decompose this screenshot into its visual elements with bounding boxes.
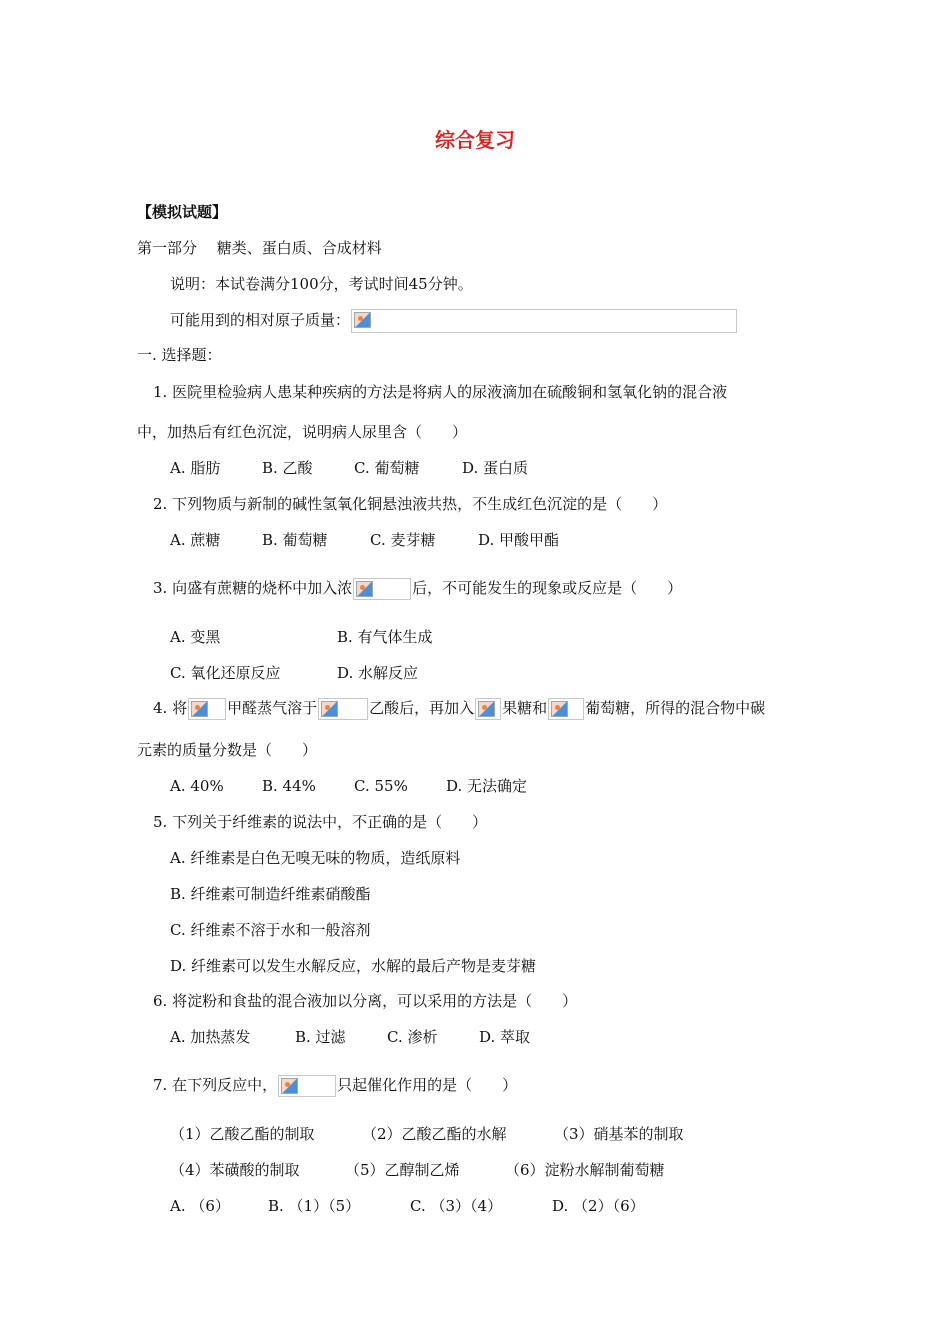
question-5-option-a: A. 纤维素是白色无嗅无味的物质，造纸原料 — [170, 849, 461, 867]
option-c: C. 55% — [354, 777, 408, 795]
question-4-line-1 — [153, 698, 765, 720]
question-7-items-row-1 — [170, 1124, 684, 1144]
question-3-options-row-1 — [170, 627, 433, 647]
option-a: A. 加热蒸发 — [170, 1028, 251, 1046]
option-b: B. 44% — [262, 777, 316, 795]
question-3-text-end: 后，不可能发生的现象或反应是（ ） — [412, 579, 683, 597]
question-6-line-1: 6. 将淀粉和食盐的混合液加以分离，可以采用的方法是（ ） — [153, 992, 578, 1010]
option-a: A. 40% — [170, 777, 224, 795]
question-6-options — [170, 1027, 530, 1047]
option-c: C. 氧化还原反应 — [170, 664, 281, 682]
reaction-item-3: （3）硝基苯的制取 — [554, 1125, 684, 1143]
question-4-text-1: 4. 将 — [153, 699, 188, 717]
question-7-line-1 — [153, 1075, 517, 1097]
formula-image-placeholder — [353, 578, 411, 600]
reaction-item-4: （4）苯磺酸的制取 — [170, 1161, 300, 1179]
option-a: A. （6） — [170, 1197, 230, 1215]
exam-note: 说明：本试卷满分100分，考试时间45分钟。 — [170, 275, 473, 293]
option-c: C. 葡萄糖 — [354, 459, 420, 477]
formula-image-placeholder — [351, 309, 737, 333]
formula-image-placeholder — [278, 1075, 336, 1097]
atomic-mass-line — [170, 309, 738, 333]
question-1-options — [170, 458, 528, 478]
question-4-text-3: 乙酸后，再加入 — [369, 699, 475, 717]
question-4-text-2: 甲醛蒸气溶于 — [227, 699, 318, 717]
section-header: 【模拟试题】 — [137, 203, 228, 221]
question-5-option-d: D. 纤维素可以发生水解反应，水解的最后产物是麦芽糖 — [170, 957, 537, 975]
formula-image-placeholder — [318, 698, 368, 720]
broken-image-icon — [551, 701, 568, 717]
option-b: B. （1）（5） — [268, 1197, 361, 1215]
part-heading: 第一部分 糖类、蛋白质、合成材料 — [137, 239, 382, 257]
option-b: B. 葡萄糖 — [262, 531, 328, 549]
option-b: B. 乙酸 — [262, 459, 313, 477]
option-d: D. 蛋白质 — [462, 459, 529, 477]
question-5-option-b: B. 纤维素可制造纤维素硝酸酯 — [170, 885, 371, 903]
option-c: C. 麦芽糖 — [370, 531, 436, 549]
option-a: A. 脂肪 — [170, 459, 221, 477]
question-7-text-start: 7. 在下列反应中， — [153, 1076, 278, 1094]
question-7-options — [170, 1196, 645, 1216]
formula-image-placeholder — [475, 698, 501, 720]
broken-image-icon — [191, 701, 208, 717]
question-7-items-row-2 — [170, 1160, 665, 1180]
question-7-text-end: 只起催化作用的是（ ） — [337, 1076, 518, 1094]
question-4-text-4: 果糖和 — [502, 699, 548, 717]
option-d: D. 甲酸甲酯 — [478, 531, 560, 549]
question-4-options — [170, 776, 527, 796]
option-b: B. 有气体生成 — [337, 628, 433, 646]
option-d: D. （2）（6） — [552, 1197, 645, 1215]
broken-image-icon — [354, 312, 371, 328]
option-b: B. 过滤 — [295, 1028, 346, 1046]
option-c: C. 渗析 — [387, 1028, 438, 1046]
broken-image-icon — [321, 701, 338, 717]
broken-image-icon — [356, 581, 373, 597]
broken-image-icon — [281, 1078, 298, 1094]
question-1-line-2: 中，加热后有红色沉淀，说明病人尿里含（ ） — [137, 423, 468, 441]
atomic-mass-label: 可能用到的相对原子质量： — [170, 311, 351, 329]
question-5-option-c: C. 纤维素不溶于水和一般溶剂 — [170, 921, 371, 939]
reaction-item-5: （5）乙醇制乙烯 — [345, 1161, 460, 1179]
option-d: D. 萃取 — [479, 1028, 531, 1046]
option-d: D. 水解反应 — [337, 664, 419, 682]
reaction-item-6: （6）淀粉水解制葡萄糖 — [505, 1161, 665, 1179]
option-a: A. 蔗糖 — [170, 531, 221, 549]
question-2-line-1: 2. 下列物质与新制的碱性氢氧化铜悬浊液共热，不生成红色沉淀的是（ ） — [153, 495, 668, 513]
formula-image-placeholder — [548, 698, 584, 720]
reaction-item-1: （1）乙酸乙酯的制取 — [170, 1125, 315, 1143]
option-d: D. 无法确定 — [446, 777, 528, 795]
option-c: C. （3）（4） — [410, 1197, 503, 1215]
question-3-options-row-2 — [170, 663, 418, 683]
broken-image-icon — [478, 701, 495, 717]
question-1-line-1: 1. 医院里检验病人患某种疾病的方法是将病人的尿液滴加在硫酸铜和氢氧化钠的混合液 — [153, 383, 728, 401]
reaction-item-2: （2）乙酸乙酯的水解 — [362, 1125, 507, 1143]
question-3-line-1 — [153, 578, 682, 600]
question-2-options — [170, 530, 559, 550]
question-3-text-start: 3. 向盛有蔗糖的烧杯中加入浓 — [153, 579, 353, 597]
question-4-text-5: 葡萄糖，所得的混合物中碳 — [585, 699, 766, 717]
question-5-line-1: 5. 下列关于纤维素的说法中，不正确的是（ ） — [153, 813, 488, 831]
page-title: 综合复习 — [435, 128, 515, 152]
question-4-line-2: 元素的质量分数是（ ） — [137, 741, 318, 759]
option-a: A. 变黑 — [170, 628, 221, 646]
section-heading: 一. 选择题： — [137, 346, 222, 364]
formula-image-placeholder — [188, 698, 226, 720]
